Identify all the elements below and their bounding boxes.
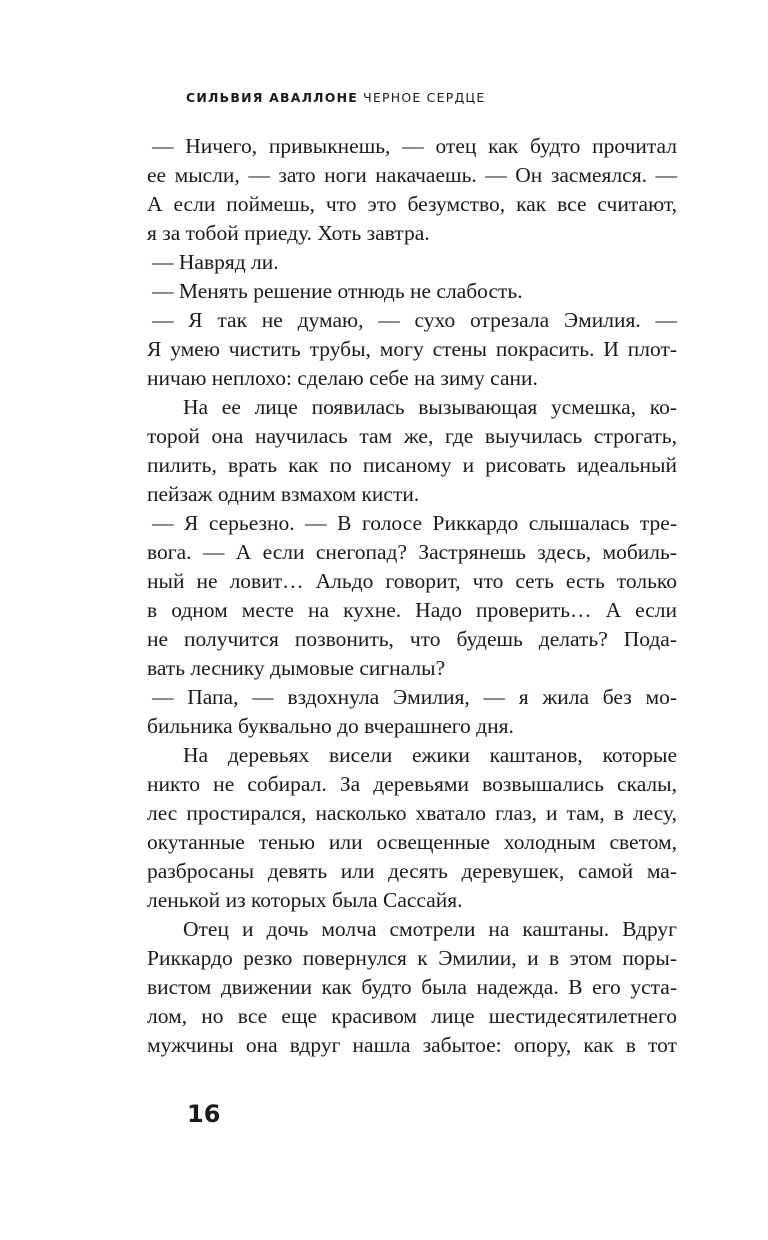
text-line: разбросаны девять или десять деревушек, самой ма-: [147, 859, 677, 883]
text-line: торой она научилась там же, где выучилась строгать,: [147, 424, 677, 448]
text-line: ничаю неплохо: сделаю себе на зиму сани.: [147, 366, 538, 390]
text-line: ленькой из которых была Сассайя.: [147, 888, 463, 912]
text-line: лес простирался, насколько хватало глаз, и там, в лесу,: [147, 801, 677, 825]
text-line: никто не собирал. За деревьями возвышались скалы,: [147, 772, 677, 796]
text-line: не получится позвонить, что будешь делать? Пода-: [147, 627, 677, 651]
text-line: ный не ловит… Альдо говорит, что сеть есть только: [147, 569, 677, 593]
text-line: Я умею чистить трубы, могу стены покрасить. И плот-: [147, 337, 677, 361]
text-line: вога. — А если снегопад? Застрянешь здесь, мобиль-: [147, 540, 677, 564]
text-line: вать леснику дымовые сигналы?: [147, 656, 446, 680]
text-line: мужчины она вдруг нашла забытое: опору, как в тот: [147, 1033, 677, 1057]
text-line: — Навряд ли.: [152, 250, 279, 274]
text-line: вистом движении как будто была надежда. В его уста-: [147, 975, 677, 999]
text-line: бильника буквально до вчерашнего дня.: [147, 714, 514, 738]
text-line: — Я так не думаю, — сухо отрезала Эмилия. —: [152, 308, 677, 332]
running-head-title: ЧЕРНОЕ СЕРДЦЕ: [363, 90, 486, 105]
running-head: [186, 90, 485, 105]
text-line: А если поймешь, что это безумство, как все считают,: [147, 192, 677, 216]
running-head-author: СИЛЬВИЯ АВАЛЛОНЕ: [186, 90, 358, 105]
text-line: в одном месте на кухне. Надо проверить… А если: [147, 598, 677, 622]
text-line: На деревьях висели ежики каштанов, которые: [183, 743, 677, 767]
text-line: пилить, врать как по писаному и рисовать идеальный: [147, 453, 677, 477]
text-line: пейзаж одним взмахом кисти.: [147, 482, 420, 506]
text-line: — Я серьезно. — В голосе Риккардо слышалась тре-: [152, 511, 677, 535]
text-line: — Папа, — вздохнула Эмилия, — я жила без мо-: [152, 685, 677, 709]
body-text: [147, 132, 677, 1060]
text-line: ее мысли, — зато ноги накачаешь. — Он засмеялся. —: [147, 163, 677, 187]
text-line: лом, но все еще красивом лице шестидесятилетнего: [147, 1004, 677, 1028]
text-line: Отец и дочь молча смотрели на каштаны. Вдруг: [183, 917, 677, 941]
text-line: На ее лице появилась вызывающая усмешка, ко-: [183, 395, 677, 419]
page-number: 16: [187, 1100, 221, 1128]
text-line: — Ничего, привыкнешь, — отец как будто прочитал: [152, 134, 677, 158]
text-line: окутанные тенью или освещенные холодным светом,: [147, 830, 677, 854]
text-line: — Менять решение отнюдь не слабость.: [152, 279, 523, 303]
text-line: я за тобой приеду. Хоть завтра.: [147, 221, 430, 245]
text-line: Риккардо резко повернулся к Эмилии, и в этом поры-: [147, 946, 677, 970]
